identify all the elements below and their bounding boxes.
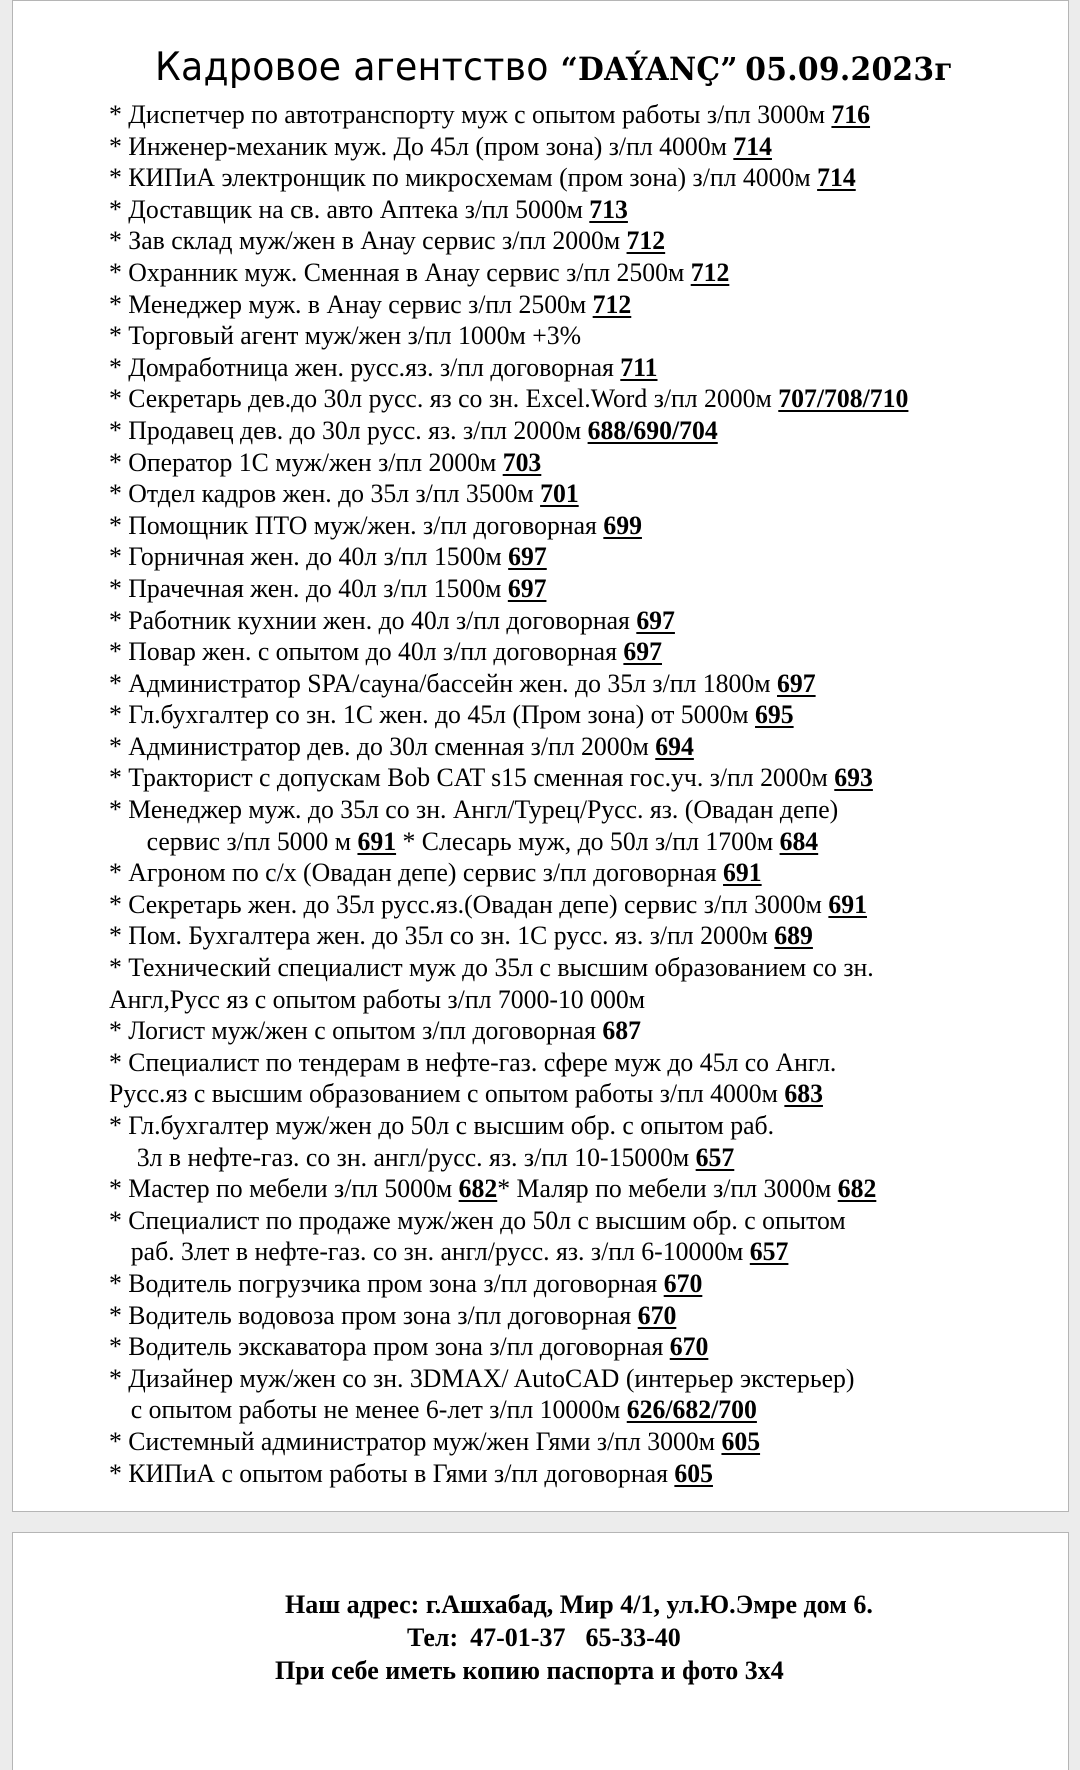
vacancy-text-continued: * Слесарь муж, до 50л з/пл 1700м bbox=[396, 826, 780, 856]
vacancy-line bbox=[109, 478, 1054, 510]
vacancy-code: 691 bbox=[723, 858, 762, 888]
vacancy-text: * Водитель экскаватора пром зона з/пл договорная bbox=[109, 1332, 670, 1362]
vacancy-line bbox=[109, 257, 1054, 289]
vacancy-line bbox=[109, 1300, 1054, 1332]
vacancy-code: 694 bbox=[655, 731, 694, 761]
vacancy-code: 712 bbox=[592, 289, 632, 319]
vacancy-code: 684 bbox=[779, 826, 819, 856]
phone-line bbox=[407, 1622, 1080, 1654]
vacancy-text: * Менеджер муж. до 35л со зн. Англ/Турец/Русс. яз. (Овадан депе) bbox=[109, 795, 839, 825]
vacancy-text: * Прачечная жен. до 40л з/пл 1500м bbox=[109, 573, 508, 603]
vacancy-text: * Логист муж/жен с опытом з/пл договорная bbox=[109, 1016, 603, 1046]
vacancy-code: 713 bbox=[589, 194, 628, 224]
vacancy-text: * Повар жен. с опытом до 40л з/пл договорная bbox=[109, 637, 624, 667]
vacancy-code: 682 bbox=[837, 1174, 877, 1204]
vacancy-text: * Администратор SPA/сауна/бассейн жен. до 35л з/пл 1800м bbox=[109, 668, 778, 698]
vacancy-line bbox=[109, 699, 1054, 731]
vacancy-text: сервис з/пл 5000 м bbox=[146, 826, 358, 856]
vacancy-text: * Гл.бухгалтер со зн. 1С жен. до 45л (Пром зона) от 5000м bbox=[109, 700, 756, 730]
vacancy-text: 3л в нефте-газ. со зн. англ/русс. яз. з/пл 10-15000м bbox=[136, 1142, 696, 1172]
vacancy-text: * Дизайнер муж/жен со зн. 3DMAX/ AutoCAD (интерьер экстерьер) bbox=[109, 1363, 855, 1393]
vacancy-code: 688/690/704 bbox=[587, 415, 718, 445]
vacancy-line bbox=[109, 668, 1054, 700]
vacancy-code: 714 bbox=[817, 163, 856, 193]
vacancy-code: 697 bbox=[507, 573, 547, 603]
title-text: Кадровое агентство bbox=[155, 45, 561, 90]
vacancy-line bbox=[109, 605, 1054, 637]
vacancy-text: * Продавец дев. до 30л русс. яз. з/пл 2000м bbox=[109, 415, 588, 445]
vacancy-line bbox=[109, 826, 1054, 858]
vacancy-code: 697 bbox=[508, 542, 547, 572]
vacancy-line bbox=[109, 1268, 1054, 1300]
vacancy-line bbox=[109, 952, 1054, 984]
vacancy-text: * Менеджер муж. в Анау сервис з/пл 2500м bbox=[109, 289, 593, 319]
vacancy-code: 691 bbox=[828, 889, 867, 919]
vacancy-line bbox=[109, 131, 1054, 163]
documents-note: При себе иметь копию паспорта и фото 3х4 bbox=[275, 1656, 784, 1685]
vacancy-line bbox=[109, 541, 1054, 573]
page-title bbox=[155, 45, 973, 90]
vacancy-line bbox=[109, 731, 1054, 763]
vacancy-code: 711 bbox=[620, 352, 658, 382]
vacancy-line bbox=[109, 1236, 1054, 1268]
vacancy-code: 670 bbox=[669, 1332, 709, 1362]
vacancy-code: 716 bbox=[831, 100, 871, 129]
vacancy-text: * Водитель погрузчика пром зона з/пл договорная bbox=[109, 1268, 664, 1298]
vacancy-text: * Агроном по с/х (Овадан депе) сервис з/пл договорная bbox=[109, 858, 724, 888]
vacancy-code: 657 bbox=[695, 1142, 735, 1172]
vacancy-line bbox=[109, 162, 1054, 194]
vacancy-code: 605 bbox=[674, 1458, 713, 1488]
vacancy-text: * КИПиА электронщик по микросхемам (пром зона) з/пл 4000м bbox=[109, 163, 818, 193]
vacancy-code: 670 bbox=[637, 1300, 677, 1330]
vacancy-text: Русс.яз с высшим образованием с опытом работы з/пл 4000м bbox=[109, 1079, 785, 1109]
vacancy-text: * Диспетчер по автотранспорту муж с опытом работы з/пл 3000м bbox=[109, 100, 832, 129]
vacancy-line bbox=[109, 1426, 1054, 1458]
vacancy-line bbox=[109, 510, 1054, 542]
vacancy-line bbox=[109, 1394, 1054, 1426]
vacancy-code: 687 bbox=[602, 1016, 642, 1046]
document-page-2 bbox=[12, 1532, 1069, 1770]
vacancy-line bbox=[109, 762, 1054, 794]
vacancy-text: раб. 3лет в нефте-газ. со зн. англ/русс. яз. з/пл 6-10000м bbox=[130, 1237, 750, 1267]
vacancy-line bbox=[109, 1047, 1054, 1079]
vacancy-text: * Секретарь дев.до 30л русс. яз со зн. Excel.Word з/пл 2000м bbox=[109, 384, 779, 414]
vacancy-code: 697 bbox=[636, 605, 675, 635]
vacancy-text: * Домработница жен. русс.яз. з/пл договорная bbox=[109, 352, 621, 382]
phone-label: Тел: bbox=[407, 1623, 459, 1652]
vacancy-line bbox=[109, 320, 1054, 352]
vacancy-text: Англ,Русс яз с опытом работы з/пл 7000-10 000м bbox=[109, 984, 646, 1014]
vacancy-line bbox=[109, 1110, 1054, 1142]
vacancy-code: 697 bbox=[623, 637, 662, 667]
vacancy-code: 657 bbox=[749, 1237, 789, 1267]
vacancy-line bbox=[109, 889, 1054, 921]
vacancy-line bbox=[109, 1142, 1054, 1174]
vacancy-line bbox=[109, 194, 1054, 226]
vacancy-line bbox=[109, 225, 1054, 257]
vacancy-line bbox=[109, 99, 1054, 131]
vacancy-line bbox=[109, 1205, 1054, 1237]
vacancy-text: * Горничная жен. до 40л з/пл 1500м bbox=[109, 542, 509, 572]
vacancy-line bbox=[109, 636, 1054, 668]
vacancy-line bbox=[109, 1363, 1054, 1395]
vacancy-text: * Тракторист с допускам Bob CAT s15 сменная гос.уч. з/пл 2000м bbox=[109, 763, 835, 793]
title-date: 05.09.2023г bbox=[745, 50, 953, 88]
vacancy-line bbox=[109, 352, 1054, 384]
vacancy-code: 605 bbox=[721, 1426, 761, 1456]
vacancy-line bbox=[109, 383, 1054, 415]
vacancy-list bbox=[109, 99, 1064, 1489]
document-page-1 bbox=[12, 0, 1069, 1512]
vacancy-code: 714 bbox=[733, 131, 772, 161]
vacancy-code: 689 bbox=[774, 921, 813, 951]
vacancy-text: * Торговый агент муж/жен з/пл 1000м +3% bbox=[109, 321, 582, 351]
vacancy-text: * Специалист по тендерам в нефте-газ. сфере муж до 45л со Англ. bbox=[109, 1047, 837, 1077]
vacancy-code: 683 bbox=[784, 1079, 823, 1109]
vacancy-text: * Администратор дев. до 30л сменная з/пл 2000м bbox=[109, 731, 656, 761]
vacancy-line bbox=[109, 415, 1054, 447]
vacancy-code: 701 bbox=[540, 479, 579, 509]
vacancy-text: * Помощник ПТО муж/жен. з/пл договорная bbox=[109, 510, 604, 540]
vacancy-text: * Мастер по мебели з/пл 5000м bbox=[109, 1174, 459, 1204]
vacancy-text: * Отдел кадров жен. до 35л з/пл 3500м bbox=[109, 479, 541, 509]
phone-number-1: 47-01-37 bbox=[470, 1623, 566, 1652]
vacancy-code: 670 bbox=[663, 1268, 703, 1298]
vacancy-text: * Оператор 1С муж/жен з/пл 2000м bbox=[109, 447, 503, 477]
vacancy-line bbox=[109, 447, 1054, 479]
vacancy-text: * Секретарь жен. до 35л русс.яз.(Овадан депе) сервис з/пл 3000м bbox=[109, 889, 829, 919]
vacancy-line bbox=[109, 1331, 1054, 1363]
vacancy-code: 626/682/700 bbox=[626, 1395, 757, 1425]
vacancy-line bbox=[109, 1078, 1054, 1110]
vacancy-code: 691 bbox=[357, 826, 397, 856]
vacancy-code: 682 bbox=[458, 1174, 498, 1204]
vacancy-text: * Пом. Бухгалтера жен. до 35л со зн. 1С русс. яз. з/пл 2000м bbox=[109, 921, 775, 951]
vacancy-line bbox=[109, 573, 1054, 605]
vacancy-line bbox=[109, 1015, 1054, 1047]
vacancy-code: 699 bbox=[603, 510, 642, 540]
vacancy-text: * Гл.бухгалтер муж/жен до 50л с высшим обр. с опытом раб. bbox=[109, 1111, 775, 1140]
vacancy-text: * Инженер-механик муж. До 45л (пром зона) з/пл 4000м bbox=[109, 131, 734, 161]
vacancy-code: 707/708/710 bbox=[778, 384, 909, 414]
vacancy-line bbox=[109, 857, 1054, 889]
vacancy-line bbox=[109, 794, 1054, 826]
vacancy-text: * Охранник муж. Сменная в Анау сервис з/пл 2500м bbox=[109, 257, 691, 287]
vacancy-code: 695 bbox=[755, 700, 794, 730]
vacancy-line bbox=[109, 1173, 1054, 1205]
vacancy-text: * КИПиА с опытом работы в Гями з/пл договорная bbox=[109, 1458, 675, 1488]
vacancy-line bbox=[109, 920, 1054, 952]
vacancy-code: 712 bbox=[626, 226, 666, 256]
vacancy-code: 697 bbox=[777, 668, 816, 698]
vacancy-line bbox=[109, 1458, 1054, 1490]
address-line: Наш адрес: г.Ашхабад, Мир 4/1, ул.Ю.Эмре дом 6. bbox=[285, 1590, 873, 1619]
vacancy-code: 712 bbox=[690, 257, 730, 287]
vacancy-text: с опытом работы не менее 6-лет з/пл 10000м bbox=[130, 1395, 627, 1425]
vacancy-text: * Системный администратор муж/жен Гями з/пл 3000м bbox=[109, 1426, 722, 1456]
vacancy-code: 703 bbox=[502, 447, 542, 477]
vacancy-code: 693 bbox=[834, 763, 873, 793]
vacancy-line bbox=[109, 289, 1054, 321]
vacancy-text: * Технический специалист муж до 35л с высшим образованием со зн. bbox=[109, 953, 874, 983]
vacancy-text: * Специалист по продаже муж/жен до 50л с высшим обр. с опытом bbox=[109, 1205, 846, 1235]
phone-number-2: 65-33-40 bbox=[585, 1623, 681, 1652]
agency-name: “DAÝANÇ” bbox=[560, 50, 738, 88]
vacancy-text-continued: * Маляр по мебели з/пл 3000м bbox=[497, 1174, 838, 1204]
vacancy-text: * Водитель водовоза пром зона з/пл договорная bbox=[109, 1300, 638, 1330]
vacancy-text: * Зав склад муж/жен в Анау сервис з/пл 2000м bbox=[109, 226, 627, 256]
vacancy-text: * Доставщик на св. авто Аптека з/пл 5000м bbox=[109, 194, 590, 224]
vacancy-line bbox=[109, 984, 1054, 1016]
vacancy-text: * Работник кухнии жен. до 40л з/пл договорная bbox=[109, 605, 637, 635]
